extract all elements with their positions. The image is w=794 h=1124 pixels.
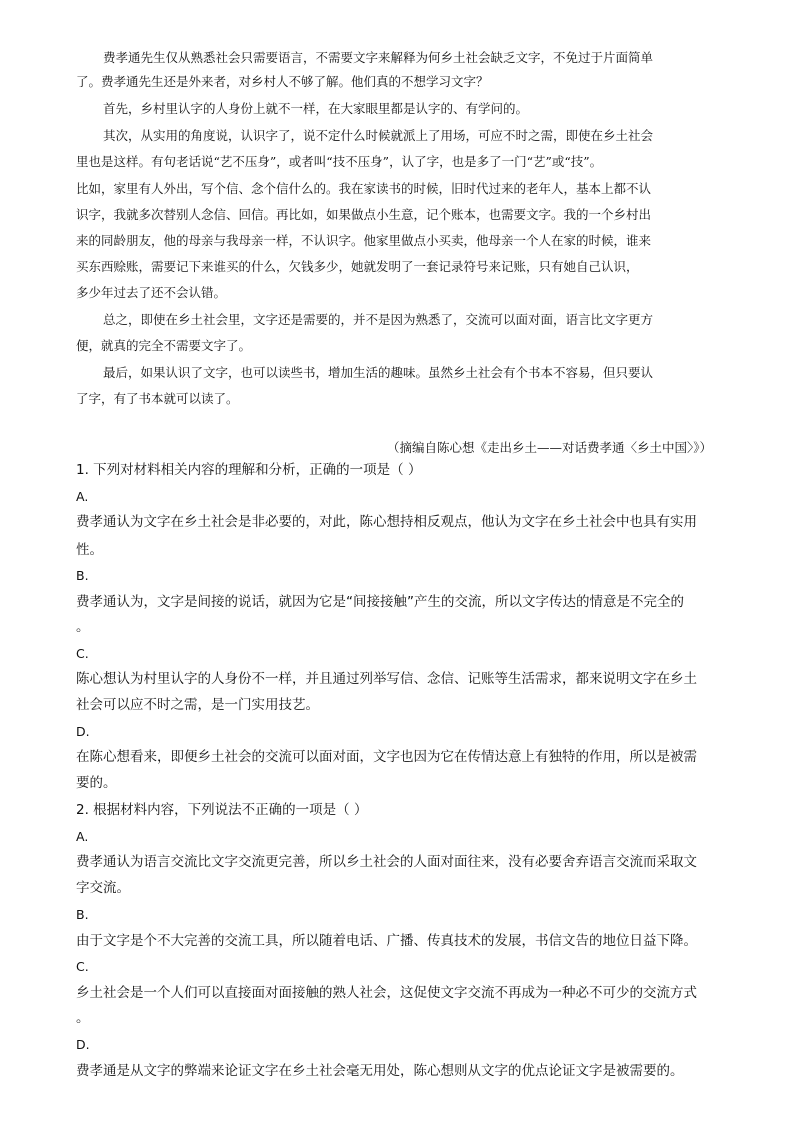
- passage-line: 来的同龄朋友，他的母亲与我母亲一样，不认识字。他家里做点小买卖，他母亲一个人在家的时候，谁来: [76, 233, 652, 248]
- passage-line: 了字，有了书本就可以读了。: [76, 391, 239, 406]
- question-1-option-a-letter: A.: [76, 489, 89, 504]
- question-1-option-d-text: 在陈心想看来，即便乡土社会的交流可以面对面，文字也因为它在传情达意上有独特的作用，所以是被需: [76, 749, 697, 765]
- question-2-option-a-letter: A.: [76, 829, 89, 844]
- question-2-option-a-text: 字交流。: [76, 880, 130, 896]
- passage-source: （摘编自陈心想《走出乡土——对话费孝通〈乡土中国〉》）: [386, 440, 712, 455]
- passage-line: 比如，家里有人外出，写个信、念个信什么的。我在家读书的时候，旧时代过来的老年人，基本上都不认: [76, 181, 652, 196]
- question-1-option-d-letter: D.: [76, 724, 90, 739]
- question-2-option-d-letter: D.: [76, 1037, 90, 1052]
- passage-line: 便，就真的完全不需要文字了。: [76, 338, 252, 353]
- passage-line: 其次，从实用的角度说，认识字了，说不定什么时候就派上了用场，可应不时之需，即使在乡土社会: [103, 128, 654, 143]
- question-1-option-b-letter: B.: [76, 568, 89, 583]
- question-1-option-b-text: 。: [76, 619, 90, 635]
- passage-line: 里也是这样。有句老话说“艺不压身”，或者叫“技不压身”，认了字，也是多了一门“艺”或“技”。: [76, 154, 603, 169]
- question-2-option-b-letter: B.: [76, 907, 89, 922]
- passage-line: 识字，我就多次替别人念信、回信。再比如，如果做点小生意，记个账本，也需要文字。我的一个乡村出: [76, 207, 652, 222]
- passage-line: 了。费孝通先生还是外来者，对乡村人不够了解。他们真的不想学习文字？: [76, 74, 489, 89]
- question-1-option-a-text: 性。: [76, 542, 103, 558]
- question-1-option-c-letter: C.: [76, 646, 89, 661]
- passage-line: 费孝通先生仅从熟悉社会只需要语言，不需要文字来解释为何乡土社会缺乏文字，不免过于片面简单: [103, 50, 654, 65]
- question-1-option-a-text: 费孝通认为文字在乡土社会是非必要的，对此，陈心想持相反观点，他认为文字在乡土社会中也具有实用: [76, 514, 697, 530]
- question-2-option-c-text: 乡土社会是一个人们可以直接面对面接触的熟人社会，这促使文字交流不再成为一种必不可少的交流方式: [76, 985, 697, 1001]
- passage-line: 最后，如果认识了文字，也可以读些书，增加生活的趣味。虽然乡土社会有个书本不容易，但只要认: [103, 365, 654, 380]
- passage-line: 首先，乡村里认字的人身份上就不一样，在大家眼里都是认字的、有学问的。: [103, 101, 529, 116]
- passage-line: 买东西赊账，需要记下来谁买的什么，欠钱多少，她就发明了一套记录符号来记账，只有她自己认识，: [76, 259, 639, 274]
- question-2-option-c-letter: C.: [76, 959, 89, 974]
- question-1-option-c-text: 社会可以应不时之需，是一门实用技艺。: [76, 697, 319, 713]
- question-1-option-b-text: 费孝通认为，文字是间接的说话，就因为它是“间接接触”产生的交流，所以文字传达的情意是不完全的: [76, 594, 684, 610]
- question-2-stem: 2. 根据材料内容，下列说法不正确的一项是（ ）: [76, 802, 368, 818]
- question-2-option-d-text: 费孝通是从文字的弊端来论证文字在乡土社会毫无用处，陈心想则从文字的优点论证文字是被需要的。: [76, 1063, 684, 1079]
- question-2-option-a-text: 费孝通认为语言交流比文字交流更完善，所以乡土社会的人面对面往来，没有必要舍弃语言交流而采取文: [76, 854, 697, 870]
- question-2-option-c-text: 。: [76, 1010, 90, 1026]
- passage-line: 多少年过去了还不会认错。: [76, 285, 227, 300]
- question-1-option-d-text: 要的。: [76, 775, 117, 791]
- question-1-option-c-text: 陈心想认为村里认字的人身份不一样，并且通过列举写信、念信、记账等生活需求，都来说明文字在乡土: [76, 671, 697, 687]
- passage-line: 总之，即使在乡土社会里，文字还是需要的，并不是因为熟悉了，交流可以面对面，语言比文字更方: [103, 312, 654, 327]
- question-2-option-b-text: 由于文字是个不大完善的交流工具，所以随着电话、广播、传真技术的发展，书信文告的地位日益下降。: [76, 933, 697, 949]
- question-1-stem: 1. 下列对材料相关内容的理解和分析，正确的一项是（ ）: [76, 462, 422, 478]
